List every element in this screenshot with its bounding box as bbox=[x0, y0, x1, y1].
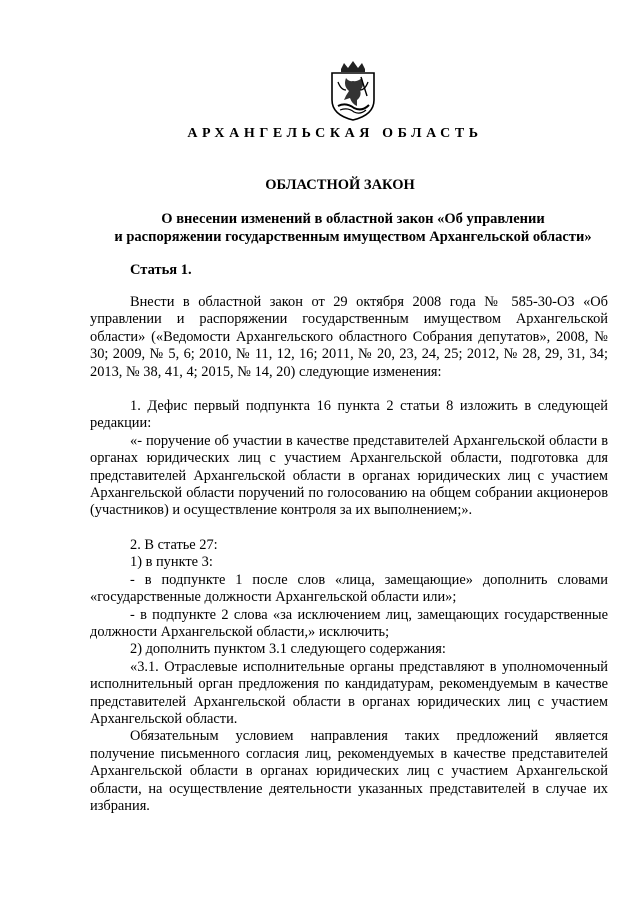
paragraph-subitem-2: 2) дополнить пунктом 3.1 следующего содержания: bbox=[130, 641, 446, 658]
law-title-line-2: и распоряжении государственным имуществом Архангельской области» bbox=[114, 229, 592, 245]
paragraph-item-1: 1. Дефис первый подпункта 16 пункта 2 статьи 8 изложить в следующей редакции: bbox=[90, 398, 608, 432]
paragraph-item-1-text: «- поручение об участии в качестве представителей Архангельской области в органах юридических лиц с участием Архангельской области, подготовка для представителей Архангельской области в органах юридических лиц с участием Архангельской области поручений по голосованию на общем собрании акционеров (участников) и осуществление контроля за их выполнением;». bbox=[90, 432, 608, 519]
paragraph-intro: Внести в областной закон от 29 октября 2008 года № 585-30-ОЗ «Об управлении и распоряжении государственным имуществом Архангельской области» («Ведомости Архангельского областного Собрания депутатов», 2008, № 30; 2009, № 5, 6; 2010, № 11, 12, 16; 2011, № 20, 23, 24, 25; 2012, № 28, 29, 31, 34; 2013, № 38, 41, 4; 2015, № 14, 20) следующие изменения: bbox=[90, 294, 608, 380]
paragraph-dash-1: - в подпункте 1 после слов «лица, замещающие» дополнить словами «государственные должности Архангельской области или»; bbox=[90, 571, 608, 606]
paragraph-condition: Обязательным условием направления таких предложений является получение письменного согласия лиц, рекомендуемых в качестве представителей Архангельской области в органах юридических лиц с участием Архангельской области, на осуществление деятельности указанных представителей в случае их избрания. bbox=[90, 728, 608, 814]
paragraph-subitem-1: 1) в пункте 3: bbox=[130, 554, 213, 571]
law-title bbox=[86, 210, 620, 246]
paragraph-dash-2: - в подпункте 2 слова «за исключением лиц, замещающих государственные должности Архангельской области,» исключить; bbox=[90, 606, 608, 640]
document-body bbox=[90, 294, 608, 815]
paragraph-item-2: 2. В статье 27: bbox=[130, 536, 218, 553]
region-name: АРХАНГЕЛЬСКАЯ ОБЛАСТЬ bbox=[187, 126, 483, 141]
coat-of-arms-emblem-icon bbox=[324, 60, 382, 122]
paragraph-clause-3-1: «3.1. Отраслевые исполнительные органы представляют в уполномоченный исполнительный орган предложения по кандидатурам, рекомендуемым в качестве представителей Архангельской области в органах юридических лиц с участием Архангельской области. bbox=[90, 658, 608, 727]
article-heading: Статья 1. bbox=[130, 262, 192, 278]
law-title-line-1: О внесении изменений в областной закон «Об управлении bbox=[161, 211, 545, 227]
law-type: ОБЛАСТНОЙ ЗАКОН bbox=[265, 177, 415, 193]
